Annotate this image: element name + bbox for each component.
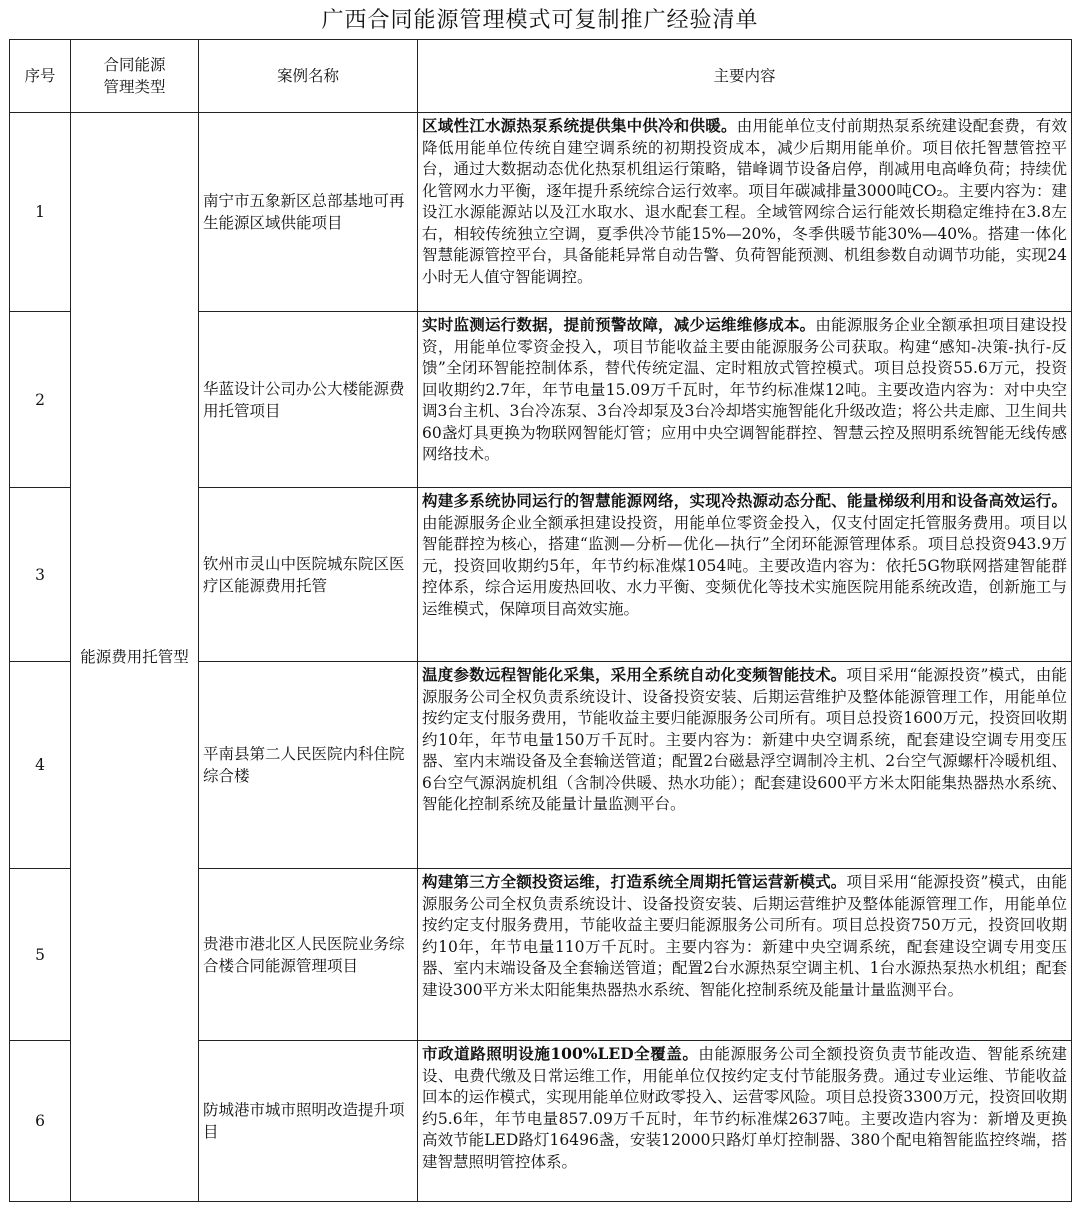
case-name: 防城港市城市照明改造提升项目 xyxy=(199,1041,418,1202)
experience-table xyxy=(9,39,1072,1202)
table-header-row xyxy=(10,40,1072,113)
case-description: 项目采用“能源投资”模式，由能源服务公司全权负责系统设计、设备投资安装、后期运营维护及整体能源管理工作，用能单位按约定支付服务费用，节能收益主要归能源服务公司所有。项目总投资1600万元，投资回收期约10年，年节电量150万千瓦时。主要内容为：新建中央空调系统，配套建设空调专用变压器、室内末端设备及全套输送管道；配置2台磁悬浮空调制冷主机、2台空气源螺杆冷暖机组、6台空气源涡旋机组（含制冷供暖、热水功能）；配套建设600平方米太阳能集热器热水系统、智能化控制系统及能量计量监测平台。 xyxy=(422,666,1067,813)
case-description: 由能源服务公司全额投资负责节能改造、智能系统建设、电费代缴及日常运维工作，用能单位仅按约定支付节能服务费。通过专业运维、节能收益回本的运作模式，实现用能单位财政零投入、运营零风险。项目总投资3300万元，投资回收期约5.6年，年节电量857.09万千瓦时，年节约标准煤2637吨。主要改造内容为：新增及更换高效节能LED路灯16496盏，安装12000只路灯单灯控制器、380个配电箱智能监控终端，搭建智慧照明管控体系。 xyxy=(422,1045,1067,1171)
case-highlight: 市政道路照明设施100%LED全覆盖。 xyxy=(422,1044,699,1063)
page-title: 广西合同能源管理模式可复制推广经验清单 xyxy=(321,8,759,33)
case-highlight: 区域性江水源热泵系统提供集中供冷和供暖。 xyxy=(422,116,737,135)
header-type xyxy=(71,40,199,113)
header-content: 主要内容 xyxy=(418,40,1072,113)
row-index: 4 xyxy=(10,662,71,869)
case-description: 由能源服务企业全额承担项目建设投资，用能单位零资金投入，项目节能收益主要由能源服务公司获取。构建“感知-决策-执行-反馈”全闭环智能控制体系，替代传统定温、定时粗放式管控模式。项目总投资55.6万元，投资回收期约2.7年，年节电量15.09万千瓦时，年节约标准煤12吨。主要改造内容为：对中央空调3台主机、3台冷冻泵、3台冷却泵及3台冷却塔实施智能化升级改造；将公共走廊、卫生间共60盏灯具更换为物联网智能灯管；应用中央空调智能群控、智慧云控及照明系统智能无线传感网络技术。 xyxy=(422,316,1067,463)
case-name: 贵港市港北区人民医院业务综合楼合同能源管理项目 xyxy=(199,869,418,1041)
case-content xyxy=(418,113,1072,312)
row-index: 6 xyxy=(10,1041,71,1202)
case-description: 由能源服务企业全额承担建设投资，用能单位零资金投入，仅支付固定托管服务费用。项目以智能群控为核心，搭建“监测—分析—优化—执行”全闭环能源管理体系。项目总投资943.9万元，投资回收期约5年，年节约标准煤1054吨。主要改造内容为：依托5G物联网搭建智能群控体系，综合运用废热回收、水力平衡、变频优化等技术实施医院用能系统改造，创新施工与运维模式，保障项目高效实施。 xyxy=(422,513,1067,618)
row-index: 1 xyxy=(10,113,71,312)
case-description: 项目采用“能源投资”模式，由能源服务公司全权负责系统设计、设备投资安装、后期运营维护及整体能源管理工作，用能单位按约定支付服务费用，节能收益主要归能源服务公司所有。项目总投资750万元，投资回收期约10年，年节电量110万千瓦时。主要内容为：新建中央空调系统，配套建设空调专用变压器、室内末端设备及全套输送管道；配置2台水源热泵空调主机、1台水源热泵热水机组；配套建设300平方米太阳能集热器热水系统、智能化控制系统及能量计量监测平台。 xyxy=(422,873,1067,999)
case-content xyxy=(418,869,1072,1041)
row-index: 3 xyxy=(10,488,71,662)
case-highlight: 温度参数远程智能化采集，采用全系统自动化变频智能技术。 xyxy=(422,665,847,684)
case-content xyxy=(418,1041,1072,1202)
case-name: 平南县第二人民医院内科住院综合楼 xyxy=(199,662,418,869)
case-content xyxy=(418,312,1072,488)
table-row xyxy=(10,113,1072,312)
case-name: 钦州市灵山中医院城东院区医疗区能源费用托管 xyxy=(199,488,418,662)
row-index: 5 xyxy=(10,869,71,1041)
header-type-text: 合同能源 管理类型 xyxy=(103,56,166,96)
table-body xyxy=(10,113,1072,1202)
header-name: 案例名称 xyxy=(199,40,418,113)
management-type: 能源费用托管型 xyxy=(71,113,199,1202)
case-name: 华蓝设计公司办公大楼能源费用托管项目 xyxy=(199,312,418,488)
case-description: 由用能单位支付前期热泵系统建设配套费，有效降低用能单位传统自建空调系统的初期投资成本，减少后期用能单价。项目依托智慧管控平台，通过大数据动态优化热泵机组运行策略，错峰调节设备启停，削减用电高峰负荷；持续优化管网水力平衡，逐年提升系统综合运行效率。项目年碳减排量3000吨CO₂。主要内容为：建设江水源能源站以及江水取水、退水配套工程。全域管网综合运行能效长期稳定维持在3.8左右，相较传统独立空调，夏季供冷节能15%—20%，冬季供暖节能30%—40%。搭建一体化智慧能源管控平台，具备能耗异常自动告警、负荷智能预测、机组参数自动调节功能，实现24小时无人值守智能调控。 xyxy=(422,117,1067,286)
case-highlight: 构建第三方全额投资运维，打造系统全周期托管运营新模式。 xyxy=(422,872,847,891)
case-name: 南宁市五象新区总部基地可再生能源区域供能项目 xyxy=(199,113,418,312)
case-content xyxy=(418,662,1072,869)
case-highlight: 构建多系统协同运行的智慧能源网络，实现冷热源动态分配、能量梯级利用和设备高效运行。 xyxy=(422,491,1067,510)
case-content xyxy=(418,488,1072,662)
row-index: 2 xyxy=(10,312,71,488)
header-index: 序号 xyxy=(10,40,71,113)
case-highlight: 实时监测运行数据，提前预警故障，减少运维维修成本。 xyxy=(422,315,816,334)
